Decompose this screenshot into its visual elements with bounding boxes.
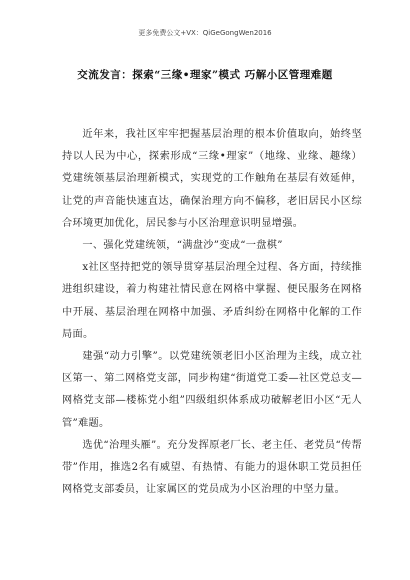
paragraph-section-summary: x社区坚持把党的领导贯穿基层治理全过程、各方面，持续推进组织建设，着力构建社情民意在网格中掌握、便民服务在网格中开展、基层治理在网格中加强、矛盾纠纷在网格中化解的工作局面。: [62, 262, 362, 340]
document-body: [62, 124, 362, 501]
paragraph-intro: 近年来，我社区牢牢把握基层治理的根本价值取向，始终坚持以人民为中心，探索形成“三缘•理家”（地缘、业缘、趣缘）党建统领基层治理新模式，实现党的工作触角在基层有效延伸，让党的声音能快速直达，确保治理方向不偏移，老旧居民小区综合环境更加优化，居民参与小区治理意识明显增强。: [62, 129, 362, 229]
document-title: 交流发言：探索“三缘•理家”模式 巧解小区管理难题: [77, 69, 333, 81]
paragraph-governance-leaders: 选优“治理头雁”。充分发挥原老厂长、老主任、老党员“传帮带”作用，推选2名有威望、有热情、有能力的退休职工党员担任网格党支部委员，让家属区的党员成为小区治理的中坚力量。: [62, 439, 362, 496]
paragraph-power-engine: 建强“动力引擎”。以党建统领老旧小区治理为主线，成立社区第一、第二网格党支部，同步构建“街道党工委—社区党总支—网格党支部—楼栋党小组”四级组织体系成功破解老旧小区“无人管”难题。: [62, 351, 362, 429]
section-heading: 一、强化党建统领，“满盘沙”变成“一盘棋”: [82, 240, 283, 252]
header-note: 更多免费公文+VX：QiGeGongWen2016: [138, 29, 272, 37]
